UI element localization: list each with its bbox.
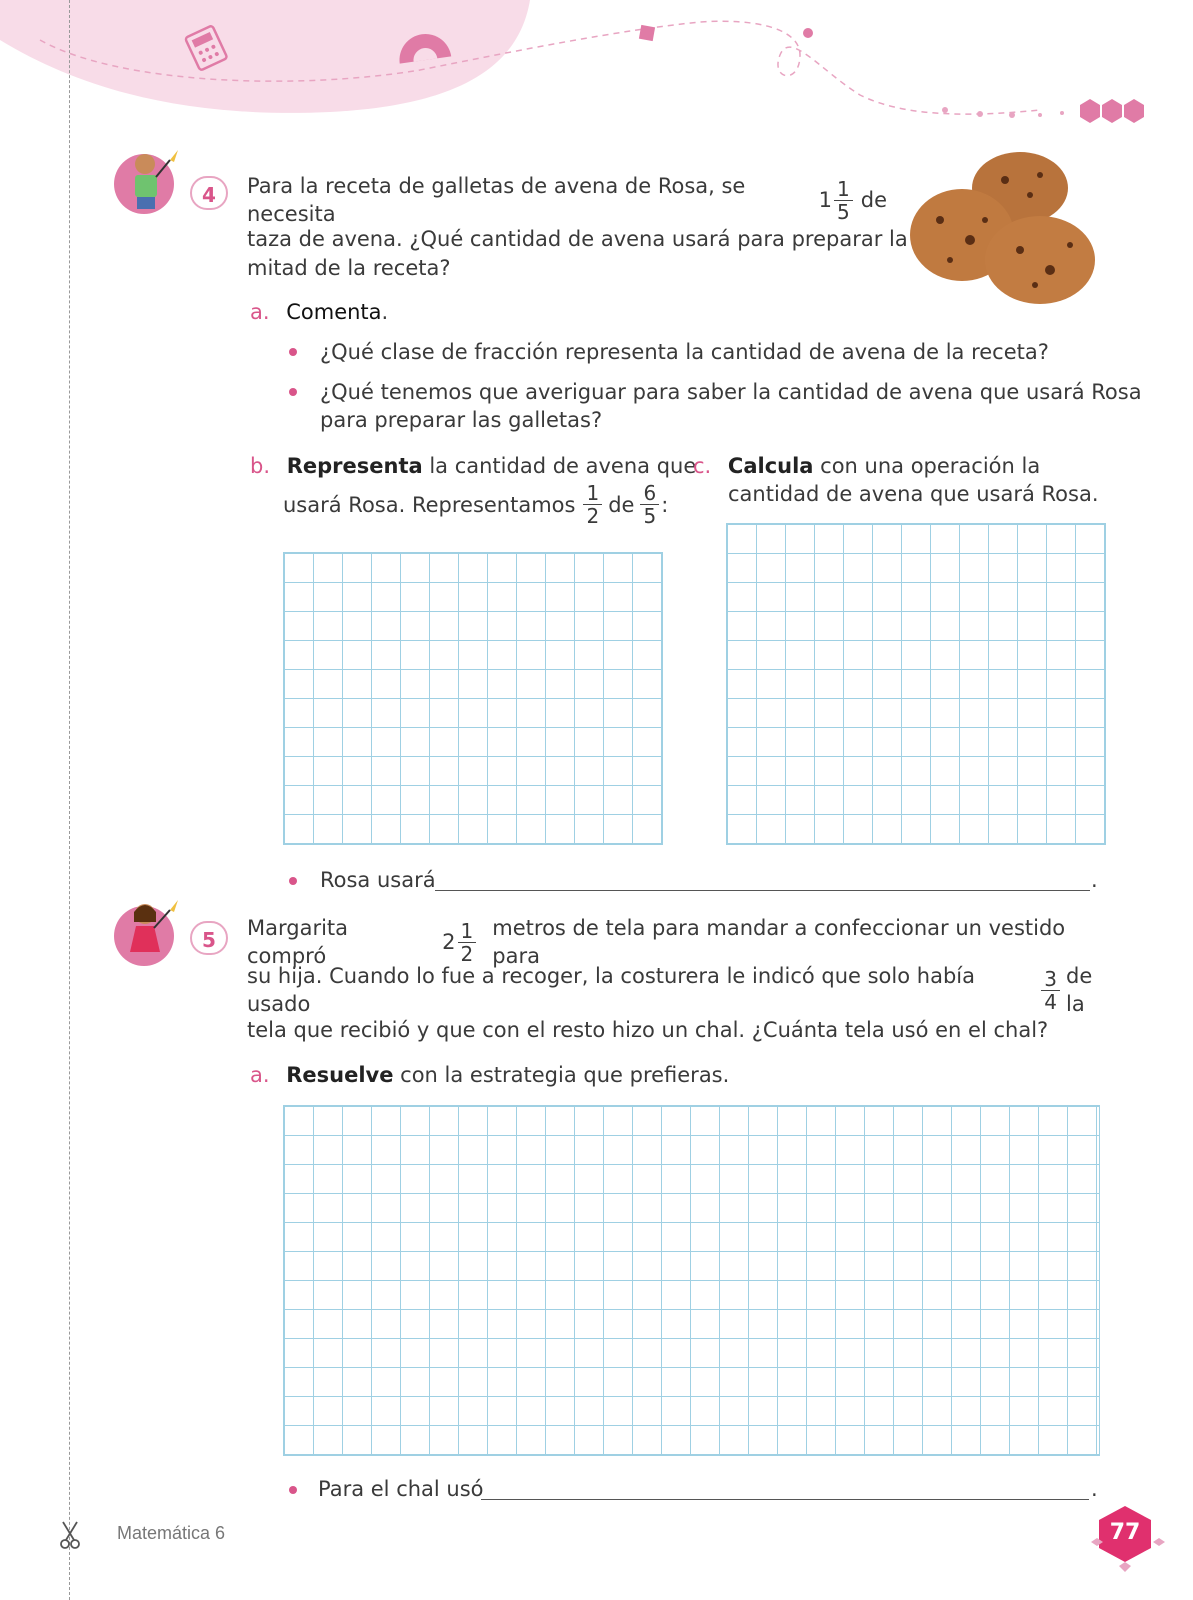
q5-f2-num: 3 <box>1041 968 1060 991</box>
q4-a-letter: a. <box>250 300 270 324</box>
q4-b-end: : <box>661 492 669 517</box>
q4-frac-den: 5 <box>837 199 850 224</box>
q5-frac-whole: 2 <box>442 930 456 954</box>
q4-b-letter: b. <box>250 454 271 478</box>
q4-answer-line[interactable] <box>435 890 1090 891</box>
book-title: Matemática 6 <box>117 1523 226 1543</box>
q4-bullet-2b: para preparar las galletas? <box>320 408 603 432</box>
q5-text-2: metros de tela para mandar a confeccionar un vestido para <box>492 916 1066 968</box>
header-decoration <box>0 0 1193 135</box>
q4-a-rest: . <box>381 300 389 324</box>
q4-text-1: Para la receta de galletas de avena de Rosa, se necesita <box>247 174 746 226</box>
q4-part-c-line1 <box>693 452 1040 480</box>
q4-a-bold: Comenta <box>286 300 382 324</box>
cubes-icon <box>1080 99 1144 123</box>
q4-bullet-2: ¿Qué tenemos que averiguar para saber la cantidad de avena que usará Rosa <box>320 380 1142 404</box>
student-girl-icon <box>112 896 192 976</box>
grid-represent[interactable] <box>283 552 663 845</box>
q4-b-f1-num: 1 <box>583 482 602 505</box>
grid-calculate[interactable] <box>726 523 1106 845</box>
q5-text-5: tela que recibió y que con el resto hizo un chal. ¿Cuánta tela usó en el chal? <box>247 1018 1049 1042</box>
q4-c-rest-1: con una operación la <box>813 454 1041 478</box>
q5-frac-num: 1 <box>458 920 477 943</box>
q4-mixed-fraction <box>819 178 855 223</box>
cube-icon <box>639 25 655 41</box>
q5-mixed-fraction <box>442 920 478 965</box>
cookies-image <box>910 150 1110 310</box>
q4-b-rest-2: usará Rosa. Representamos <box>283 492 576 517</box>
q4-answer-label: Rosa usará <box>320 868 436 892</box>
q4-c-bold: Calcula <box>727 454 814 478</box>
bullet <box>289 388 297 396</box>
q4-b-bold: Representa <box>286 454 423 478</box>
q4-answer-end: . <box>1091 868 1098 892</box>
q5-f2-den: 4 <box>1044 989 1057 1014</box>
student-boy-icon <box>112 146 192 226</box>
bullet <box>289 348 297 356</box>
q4-bullet-1: ¿Qué clase de fracción representa la cantidad de avena de la receta? <box>320 340 1049 364</box>
q4-c-rest-2: cantidad de avena que usará Rosa. <box>728 482 1099 506</box>
q4-b-f2-num: 6 <box>640 482 659 505</box>
bullet <box>289 877 297 885</box>
q4-text-4: mitad de la receta? <box>247 256 451 280</box>
q4-part-b-line2 <box>283 482 668 527</box>
q4-b-mid: de <box>608 492 635 517</box>
q4-line-1 <box>247 172 887 228</box>
q5-part-a <box>250 1061 729 1089</box>
q5-text-4: de la <box>1065 964 1093 1016</box>
q5-text-3: su hija. Cuando lo fue a recoger, la costurera le indicó que solo había usado <box>247 964 975 1016</box>
q4-part-a <box>250 298 388 326</box>
q5-text-1: Margarita compró <box>247 916 349 968</box>
q5-frac-den: 2 <box>460 941 474 966</box>
q4-text-2: de <box>860 188 887 212</box>
q4-b-f1-den: 2 <box>586 504 600 528</box>
q4-b-f2-den: 5 <box>643 504 657 528</box>
scissors-icon <box>58 1520 82 1550</box>
page-number: 77 <box>1109 1520 1141 1545</box>
q5-a-letter: a. <box>250 1063 270 1087</box>
q5-a-rest: con la estrategia que prefieras. <box>393 1063 730 1087</box>
question-number-4: 4 <box>190 176 228 210</box>
q5-answer-line[interactable] <box>481 1499 1089 1500</box>
q4-text-3: taza de avena. ¿Qué cantidad de avena usará para preparar la <box>247 227 908 251</box>
q4-frac-num: 1 <box>834 178 853 201</box>
q5-a-bold: Resuelve <box>286 1063 394 1087</box>
q4-c-letter: c. <box>693 454 712 478</box>
cut-line <box>69 0 70 1600</box>
q4-b-rest-1: la cantidad de avena que <box>422 454 697 478</box>
q5-answer-label: Para el chal usó <box>318 1477 484 1501</box>
q5-line-2 <box>247 962 1117 1018</box>
grid-resolve[interactable] <box>283 1105 1100 1456</box>
q4-part-b-line1 <box>250 452 696 480</box>
question-number-5: 5 <box>190 921 228 955</box>
bullet <box>289 1486 297 1494</box>
q5-answer-end: . <box>1091 1477 1098 1501</box>
q4-frac-whole: 1 <box>818 188 833 212</box>
